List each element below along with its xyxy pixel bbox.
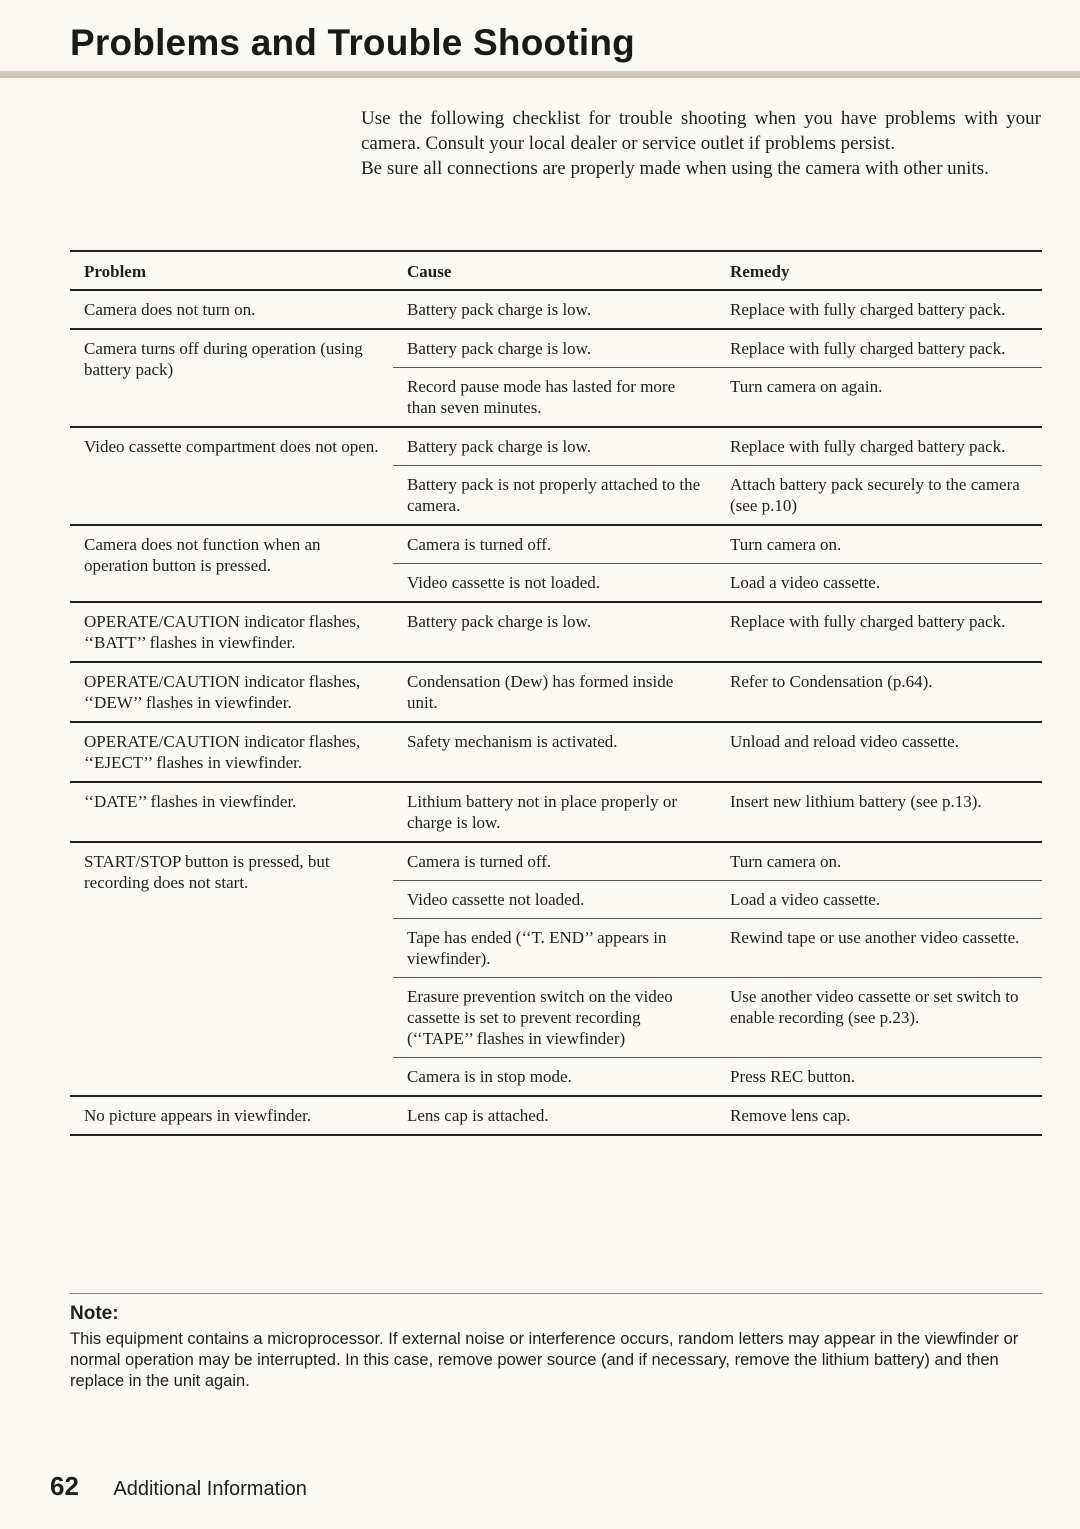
problem-cell: OPERATE/CAUTION indicator flashes, ‘‘DEW’’ flashes in viewfinder. xyxy=(70,662,393,722)
remedy-cell: Press REC button. xyxy=(716,1058,1042,1097)
problem-cell: Camera does not turn on. xyxy=(70,290,393,329)
table-row xyxy=(70,602,1042,662)
cause-cell: Erasure prevention switch on the video cassette is set to prevent recording (‘‘TAPE’’ flashes in viewfinder) xyxy=(393,978,716,1058)
cause-cell: Safety mechanism is activated. xyxy=(393,722,716,782)
table-row xyxy=(70,427,1042,466)
cause-cell: Battery pack is not properly attached to the camera. xyxy=(393,466,716,526)
cause-cell: Battery pack charge is low. xyxy=(393,329,716,368)
header-remedy: Remedy xyxy=(716,251,1042,290)
table-row xyxy=(70,842,1042,881)
cause-cell: Battery pack charge is low. xyxy=(393,602,716,662)
remedy-cell: Load a video cassette. xyxy=(716,881,1042,919)
note-divider xyxy=(70,1293,1042,1294)
cause-cell: Video cassette not loaded. xyxy=(393,881,716,919)
page-footer xyxy=(50,1471,307,1502)
cause-cell: Camera is turned off. xyxy=(393,842,716,881)
header-problem: Problem xyxy=(70,251,393,290)
problem-cell: ‘‘DATE’’ flashes in viewfinder. xyxy=(70,782,393,842)
intro-text xyxy=(361,106,1041,181)
table-row xyxy=(70,1096,1042,1135)
cause-cell: Battery pack charge is low. xyxy=(393,290,716,329)
intro-paragraph: Use the following checklist for trouble shooting when you have problems with your camera. Consult your local dealer or service outlet if problems persist. xyxy=(361,108,1041,154)
cause-cell: Condensation (Dew) has formed inside unit. xyxy=(393,662,716,722)
problem-cell: OPERATE/CAUTION indicator flashes, ‘‘BATT’’ flashes in viewfinder. xyxy=(70,602,393,662)
table-row xyxy=(70,782,1042,842)
table-row xyxy=(70,290,1042,329)
cause-cell: Lens cap is attached. xyxy=(393,1096,716,1135)
table-row xyxy=(70,525,1042,564)
remedy-cell: Remove lens cap. xyxy=(716,1096,1042,1135)
cause-cell: Video cassette is not loaded. xyxy=(393,564,716,603)
remedy-cell: Replace with fully charged battery pack. xyxy=(716,290,1042,329)
remedy-cell: Use another video cassette or set switch to enable recording (see p.23). xyxy=(716,978,1042,1058)
page-number: 62 xyxy=(50,1471,79,1501)
remedy-cell: Turn camera on. xyxy=(716,842,1042,881)
title-rule xyxy=(0,71,1080,78)
remedy-cell: Rewind tape or use another video cassette. xyxy=(716,919,1042,978)
cause-cell: Tape has ended (‘‘T. END’’ appears in viewfinder). xyxy=(393,919,716,978)
table-row xyxy=(70,722,1042,782)
cause-cell: Record pause mode has lasted for more than seven minutes. xyxy=(393,368,716,428)
problem-cell: Camera does not function when an operation button is pressed. xyxy=(70,525,393,602)
table-header-row xyxy=(70,251,1042,290)
cause-cell: Camera is turned off. xyxy=(393,525,716,564)
problem-cell: Camera turns off during operation (using battery pack) xyxy=(70,329,393,427)
problem-cell: START/STOP button is pressed, but recording does not start. xyxy=(70,842,393,1096)
remedy-cell: Load a video cassette. xyxy=(716,564,1042,603)
table-row xyxy=(70,662,1042,722)
header-cause: Cause xyxy=(393,251,716,290)
remedy-cell: Replace with fully charged battery pack. xyxy=(716,329,1042,368)
cause-cell: Camera is in stop mode. xyxy=(393,1058,716,1097)
cause-cell: Battery pack charge is low. xyxy=(393,427,716,466)
section-name: Additional Information xyxy=(113,1478,307,1500)
remedy-cell: Refer to Condensation (p.64). xyxy=(716,662,1042,722)
remedy-cell: Replace with fully charged battery pack. xyxy=(716,427,1042,466)
remedy-cell: Attach battery pack securely to the camera (see p.10) xyxy=(716,466,1042,526)
intro-paragraph: Be sure all connections are properly made when using the camera with other units. xyxy=(361,158,989,179)
remedy-cell: Turn camera on. xyxy=(716,525,1042,564)
page-title: Problems and Trouble Shooting xyxy=(70,22,635,63)
troubleshooting-table xyxy=(70,250,1042,1136)
remedy-cell: Turn camera on again. xyxy=(716,368,1042,428)
remedy-cell: Insert new lithium battery (see p.13). xyxy=(716,782,1042,842)
table-row xyxy=(70,329,1042,368)
problem-cell: OPERATE/CAUTION indicator flashes, ‘‘EJECT’’ flashes in viewfinder. xyxy=(70,722,393,782)
cause-cell: Lithium battery not in place properly or charge is low. xyxy=(393,782,716,842)
note-text: This equipment contains a microprocessor. If external noise or interference occurs, random letters may appear in the viewfinder or normal operation may be interrupted. In this case, remove power source (and if necessary, remove the lithium battery) and then replace in the unit again. xyxy=(70,1330,1019,1390)
note-label: Note: xyxy=(70,1303,119,1324)
remedy-cell: Unload and reload video cassette. xyxy=(716,722,1042,782)
problem-cell: No picture appears in viewfinder. xyxy=(70,1096,393,1135)
problem-cell: Video cassette compartment does not open. xyxy=(70,427,393,525)
remedy-cell: Replace with fully charged battery pack. xyxy=(716,602,1042,662)
